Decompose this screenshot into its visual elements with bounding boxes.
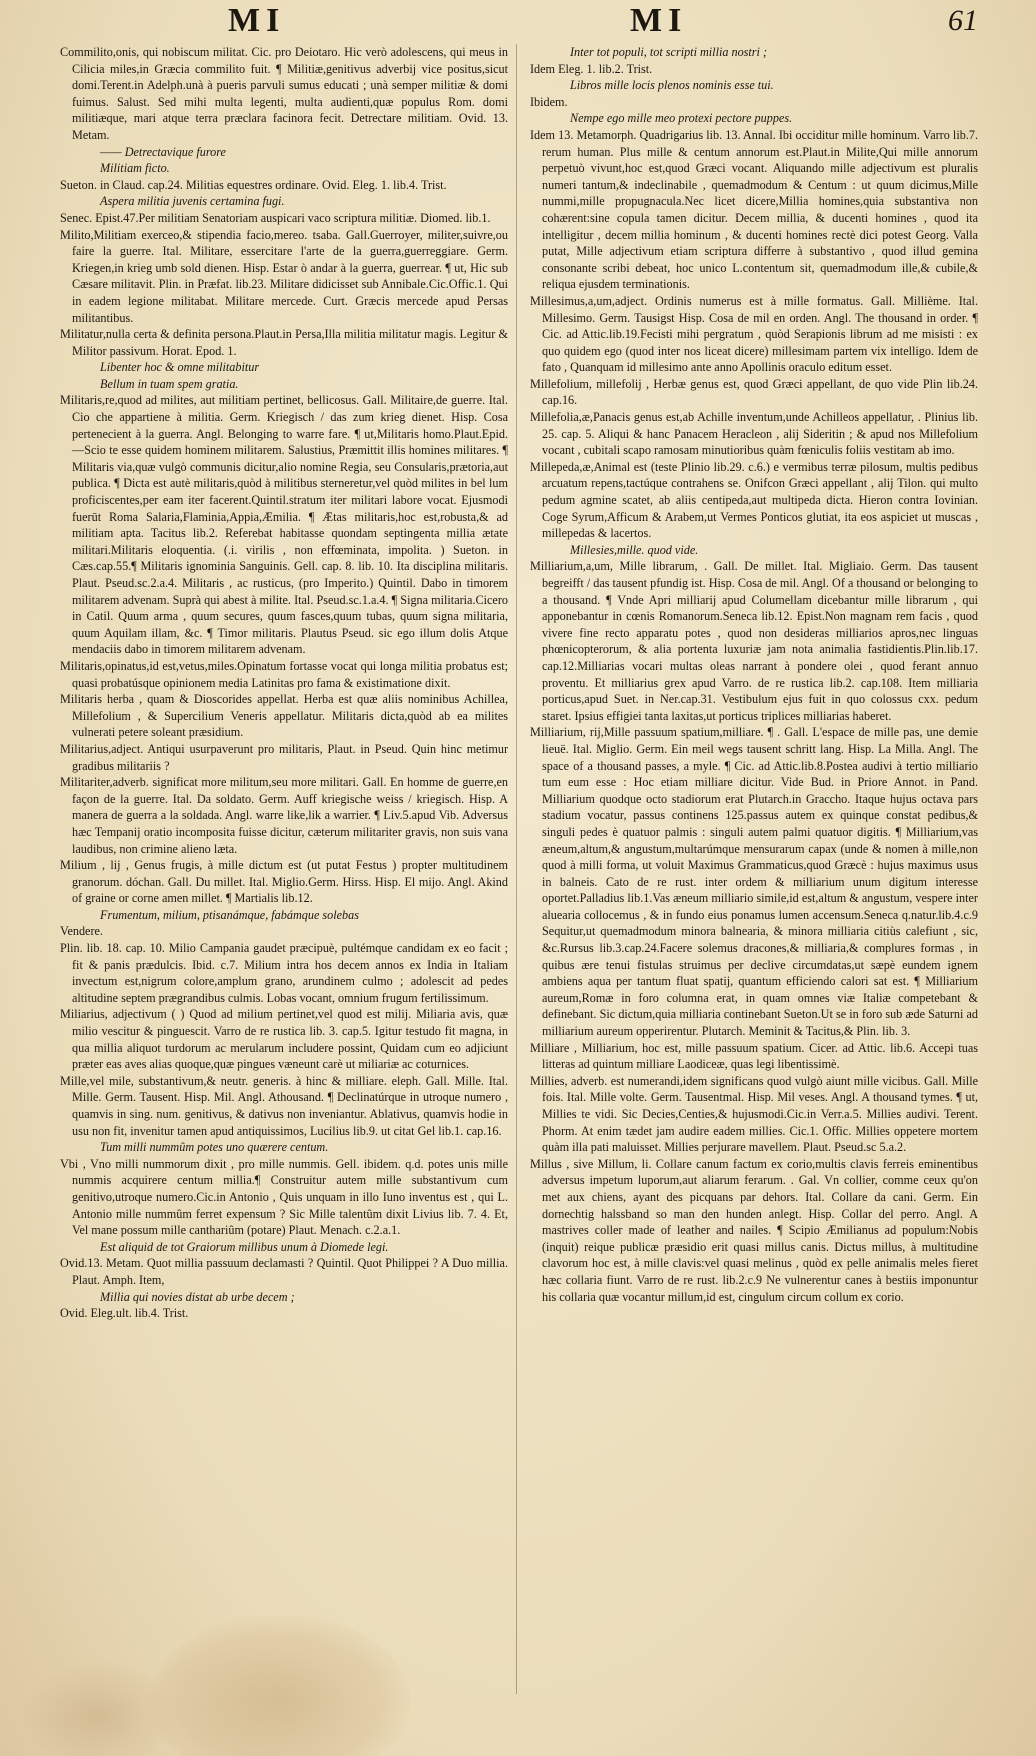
entry-paragraph: Bellum in tuam spem gratia.	[100, 376, 239, 391]
header-left-guideword: MI	[228, 2, 286, 39]
entry-paragraph: Milium , lij , Genus frugis, à mille dictum est (ut putat Festus ) propter multitudinem granorum. dóchan. Gall. Du millet. Ital. Miglio.Germ. Hirss. Hisp. El mijo. Angl. Akind of graine or corne amen millet. ¶ Martialis lib.12.	[60, 858, 508, 906]
entry-paragraph: Millefolia,æ,Panacis genus est,ab Achille inventum,unde Achilleos appellatur, . Plinius lib. 25. cap. 5. Aliqui & hanc Panacem Heracleon , alij Sideritin ; & apud nos Millefolium vocant , cubitali scapo ramosam minutioribus quàm fœniculis foliis vestitam ab imo.	[530, 410, 978, 458]
entry-paragraph: Millies, adverb. est numerandi,idem significans quod vulgò aiunt mille vicibus. Gall. Mille fois. Ital. Mille volte. Germ. Tausentmal. Hisp. Mil veses. Angl. A thousand tymes. ¶ ut, Millies te vidi. Sic Decies,Centies,& hujusmodi.Cic.in Verr.a.5. Millies audivi. Terent. Phorm. At enim tædet jam audire eadem millies. Cic.1. Offic. Millies oppetere mortem quàm illa pati maluisset. Millies perjurare mavellem. Plaut. Pseud.sc 5.a.2.	[530, 1073, 978, 1155]
entry-paragraph: Militatur,nulla certa & definita persona.Plaut.in Persa,Illa militia militatur magis. Legitur & Militor passivum. Horat. Epod. 1.	[60, 327, 508, 358]
entry-paragraph: Milliarium, rij,Mille passuum spatium,milliare. ¶ . Gall. L'espace de mille pas, une demie lieuë. Ital. Miglio. Germ. Ein meil wegs tausent schritt lang. Hisp. La Milla. Angl. The space of a thousand passes, a myle. ¶ Cic. ad Attic.lib.8.Postea audivi à tertio milliario tum eum esse : Hoc etiam milliare dicitur. Vide Bud. in Priore Annot. in Pand. Milliarium quodque octo stadiorum erat Plutarch.in Graccho. Itaque hujus octava pars stadium vocatur, passus continens 125.passus autem ex quinque constat pedibus,& singuli pedes è quatuor palmis : singuli autem palmi quatuor digitis. ¶ Milliarium,vas æneum,altum,& angustum,multarúmque mensurarum capax (unde & nomen à mille,non quod à milli forma, ut voluit Maximus Grammaticus,quod Græcè : hujus maximus usus in balneis. Cato de re rust. inter ordem & milliarium unum digitum interesse oportet.Palladius lib.1.Vas æneum milliario simile,id est,altum & angustum, vespere inter aluearia collocemus , & in fundo eius ponamus lumen accensum.Seneca q.natur.lib.4.c.9 Sequitur,ut quemadmodum minora balnearia, & minora milliaria citiùs calefiunt , sic, &c.Rursus lib.3.cap.24.Facere solemus dracones,& milliaria,& complures formas , in quibus ære tenui fistulas struimus per declive circumdatas,ut sæpè eundem ignem ambiens aqua per tantum fluat spatij, quantum efficiendo calori sat est. ¶ Milliarium aureum,Romæ in foro columna erat, in quam omnes viæ Italiæ competebant & definebant. Sic dictum,quia milliaria continebant Sueton.Ut se in foro sub æde Saturni ad milliarium aureum opperirentur. Plutarch. Meminit & Tacitus,& Plin. lib. 3.	[530, 725, 978, 1039]
entry-paragraph: Mille,vel mile, substantivum,& neutr. generis. à hinc & milliare. eleph. Gall. Mille. Ital. Mille. Germ. Tausent. Hisp. Mil. Angl. Athousand. ¶ Declinatúrque in utroque numero , quamvis in sing. num. genitivus, & dativus non inveniantur. Ablativus, quamvis hodie in usu non fit, invenitur tamen apud antiquissimos, Lucilius lib.9. ut citat Gel lib.1. cap.16.	[60, 1073, 508, 1138]
entry-paragraph: Milliare , Milliarium, hoc est, mille passuum spatium. Cicer. ad Attic. lib.6. Accepi tuas litteras ad quintum milliare Laodiceæ, quas legi libentissimè.	[530, 1040, 978, 1072]
entry-paragraph: Libros mille locis plenos nominis esse tui.	[570, 78, 774, 93]
entry-paragraph: Militariter,adverb. significat more militum,seu more militari. Gall. En homme de guerre,en façon de la guerre. Ital. Da soldato. Germ. Auff kriegische weiss / kriegisch. Hisp. A manera de guerra a la soldada. Angl. warre like,lik a warrier. ¶ Liv.5.apud Vib. Adversus hæc Tempanij oratio incomposita fuisse dicitur, cæterum militariter gravis, non suis vana laudibus, non crimine alieno læta.	[60, 775, 508, 856]
entry-paragraph: Inter tot populi, tot scripti millia nostri ;	[570, 45, 768, 59]
entry-paragraph: Militaris herba , quam & Dioscorides appellat. Herba est quæ aliis nominibus Achillea, Millefolium , & Supercilium Veneris appellatur. Militaris dicta,quòd ab ea milites vulnerati petere soleant præsidium.	[60, 692, 508, 740]
entry-paragraph: Aspera militia juvenis certamina fugi.	[100, 194, 285, 209]
entry-paragraph: Millus , sive Millum, li. Collare canum factum ex corio,multis clavis ferreis eminentibus adversus impetum luporum,aut aliarum ferarum. . Gal. Vn collier, comme ceux qu'on met aux chiens, ayant des picquans par dehors. Ital. Collare da cani. Germ. Ein dornechtig halssband so man den hunden anlegt. Hisp. Collar del perro. Angl. A mastrives coller made of leather and nailes. ¶ Scipio Æmilianus ad populum:Nobis (inquit) reique publicæ præsidio erit quasi millus canis. Dictus millus, à multitudine clavorum hoc est, à mille clavis:vel quasi melinus , quòd ex pelle animalis meles fieret hæc collaria fiunt. Varro de re rust. lib.2.c.9 Ne vulnerentur canes à bestiis imponuntur his collaria quæ vocantur millum,id est, cingulum circum collum ex corio.	[530, 1156, 978, 1304]
entry-paragraph: Militaris,opinatus,id est,vetus,miles.Opinatum fortasse vocat qui longa militia probatus est; quasi probatúsque opinionem media Latinitas pro fama & existimatione dixit.	[60, 658, 508, 690]
entry-paragraph: Milito,Militiam exerceo,& stipendia facio,mereo. tsaba. Gall.Guerroyer, militer,suivre,ou faire la guerre. Ital. Militare, essercitare l'arte de la guerra,guerreggiare. Germ. Kriegen,in krieg umb sold dienen. Hisp. Estar ò andar à la guerra, guerrear. ¶ ut, Hic sub Cæsare militavit. Plin. in Præfat. lib.23. Militare didicisset sub Annibale.Cic.Offic.1. Qui in eadem legione militabat. Militare mercede. Curt. Græcis mercede apud Persas militantibus.	[60, 227, 508, 325]
entry-paragraph: Libenter hoc & omne militabitur	[100, 360, 260, 375]
water-stain	[150, 1615, 410, 1756]
header-right-guideword: MI	[630, 2, 688, 39]
entry-paragraph: Senec. Epist.47.Per militiam Senatoriam auspicari vaco scriptura militiæ. Diomed. lib.1.	[60, 210, 491, 225]
right-column	[530, 44, 978, 1305]
entry-paragraph: Vbi , Vno milli nummorum dixit , pro mille nummis. Gell. ibidem. q.d. potes unis mille nummis acquirere centum millia.¶ Construitur autem mille substantivum cum genitivo,utroque numero.Cic.in Antonio , Quis unquam in illo Iuno inventus est , qui L. Antonio mille nummûm ferret expensum ? Sic Mille talentûm dixit Livius lib. 7. 4. Et, Vel mane possum mille canthariûm (potare) Plaut. Menach. c.2.a.1.	[60, 1156, 508, 1238]
running-header	[0, 2, 1036, 42]
entry-paragraph: Millia qui novies distat ab urbe decem ;	[100, 1289, 295, 1304]
entry-paragraph: Tum milli nummûm potes uno quærere centum.	[100, 1140, 329, 1155]
entry-paragraph: Militiam ficto.	[100, 161, 170, 176]
page-number: 61	[948, 4, 978, 37]
entry-paragraph: —— Detrectavique furore	[100, 144, 226, 159]
entry-paragraph: Ovid.13. Metam. Quot millia passuum declamasti ? Quintil. Quot Philippei ? A Duo millia. Plaut. Amph. Item,	[60, 1256, 508, 1287]
entry-paragraph: Idem Eleg. 1. lib.2. Trist.	[530, 61, 653, 76]
entry-paragraph: Idem 13. Metamorph. Quadrigarius lib. 13. Annal. Ibi occiditur mille hominum. Varro lib.7. rerum human. Plus mille & centum annorum est.Plaut.in Milite,Qui mille annorum perpetuò vivunt,hoc est,quod Græci vocant. Aliquando mille adjectivum est pluralis numeri tantum,& indeclinabile , quemadmodum & Centum : ut quum dicimus,Mille nummi,mille propugnacula.Nec licet dicere,Millia homines,quia substantiva non cohærent:sine copula tamen dicitur. Decem millia, & ducenti homines , quod ita intelligitur , decem millia hominum , & ducenti homines rectè dici potest Georg. Valla putat, Mille adjectivum etiam scriptura differre à substantivo , quod illud gemina consonante scribi debeat, hoc unico L.contentum sit, quemadmodum ille,& cubile,& reliqua ejusdem terminationis.	[530, 127, 978, 292]
entry-paragraph: Frumentum, milium, ptisanámque, fabámque solebas	[100, 907, 359, 922]
entry-paragraph: Est aliquid de tot Graiorum millibus unum à Diomede legi.	[100, 1239, 389, 1254]
entry-paragraph: Commilito,onis, qui nobiscum militat. Cic. pro Deiotaro. Hic verò adolescens, qui meus in Cilicia miles,in Græcia commilito fuit. ¶ Militiæ,genitivus adverbij vice positus,sicut domi.Terent.in Adelph.unà à pueris parvuli sumus educati ; unà semper militiæ & domi fuimus. Salust. Sed mihi multa legenti, multa audienti,quæ populus Rom. domi militiæque, mari atque terra præclara facinora fecit. Detrectare militiam. Ovid. 13. Metam.	[60, 45, 508, 142]
entry-paragraph: Vendere.	[60, 924, 103, 939]
entry-paragraph: Militarius,adject. Antiqui usurpaverunt pro militaris, Plaut. in Pseud. Quin hinc metimur gradibus militariis ?	[60, 741, 508, 773]
entry-paragraph: Ovid. Eleg.ult. lib.4. Trist.	[60, 1306, 189, 1321]
entry-paragraph: Milliarium,a,um, Mille librarum, . Gall. De millet. Ital. Migliaio. Germ. Das tausent begreifft / das tausent pfundig ist. Hisp. Cosa de mil. Angl. Of a thousand or belonging to a thousand. ¶ Vnde Apri milliarij apud Columellam dicebantur mille librarum , qui apponebantur in cœnis Romanorum.Seneca lib.12. Epist.Non magnam rem facis , quod vivere fine recto apparatu potes , quod non desideras milliarios apros,nec linguas phœnicopterorum, & alia portenta luxuriæ jam nota animalia fastidientis.Plin.lib.17. cap.12.Milliarias vocari multas oleas narrant à pondere olei , quod ferant annuo proventu. Et milliarius grex apud Varro. de re rustica lib.2. cap.108. Item milliaria porticus,apud Suet. in Ner.cap.31. Vestibulum ejus fuit in quo colossus cxx. pedum staret. Ipsius effigiei tanta laxitas,ut porticus triplices milliarias haberet.	[530, 559, 978, 723]
entry-paragraph: Militaris,re,quod ad milites, aut militiam pertinet, bellicosus. Gall. Militaire,de guerre. Ital. Cio che appartiene à militia. Germ. Kriegisch / das zum krieg dienet. Hisp. Cosa pertenecient à la guerra. Angl. Belonging to warre fare. ¶ ut,Militaris homo.Plaut.Epid. —Scio te esse quidem hominem militarem. Salustius, Præmittit illis homines militares. ¶ Militaris via,quæ vulgò communis dicitur,alio nomine Regia, seu Consularis,prætoria,aut publica. ¶ Dicta est autè militaris,quòd à militibus sterneretur,vel quòd milites in bel lum proficiscentes,per eam iter facerent.Quintil.stratum iter militari labore vocat. Ejusmodi fuerūt Roma Salaria,Flaminia,Appia,Æmilia. ¶ Ætas militaris,hoc est,robusta,& ad militiam apta. Tacitus lib.2. Referebat habitasse quondam septingenta millia ætate militari.Militaris eloquentia. (.i. virilis , non effœminata, impolita. ) Sueton. in Cæs.cap.55.¶ Militaris ignominia Sanguinis. Gell. cap. 8. lib. 10. Ita disciplina militaris. Plaut. Pseud.sc.2.a.4. Militaris , ac rusticus, (pro Imperito.) Quintil. Dabo in timorem militarem advenam. Suprà qui abest à milite. Ital. Pseud.sc.1.a.4. ¶ Signa militaria.Cicero in Catil. Quum arma , quum secures, quum fasces,quum tubas, quum signa militaria, quum Aquilam illam, &c. ¶ Timor militaris. Plautus Pseud. sic ego illum dolis Atque mendaciis dabo in timorem militarem advenam.	[60, 393, 508, 657]
entry-paragraph: Millesies,mille. quod vide.	[570, 542, 699, 557]
entry-paragraph: Miliarius, adjectivum ( ) Quod ad milium pertinet,vel quod est milij. Miliaria avis, quæ milio vescitur & pinguescit. Varro de re rustica lib. 3. cap.5. Igitur testudo fit magna, in qua millia aliquot turdorum ac merularum includere possint, Quidam cum eo adjiciunt præter eas aves alias quoque,quæ pingues væneunt carè ut miliariæ ac coturnices.	[60, 1007, 508, 1072]
left-column	[60, 44, 508, 1322]
entry-paragraph: Ibidem.	[530, 94, 568, 109]
entry-paragraph: Millefolium, millefolij , Herbæ genus est, quod Græci appellant, de quo vide Plin lib.24. cap.16.	[530, 376, 978, 408]
entry-paragraph: Plin. lib. 18. cap. 10. Milio Campania gaudet præcipuè, pultémque candidam ex eo facit ; fit & panis prædulcis. Ibid. c.7. Milium intra hos decem annos ex India in Italiam invectum est,nigrum colore,amplum grano, arundinem culmo ; adolescit ad pedes altitudine septem prægrandibus culmis. Lobas vocant, omnium frugum fertilissimum.	[60, 941, 508, 1005]
entry-paragraph: Millesimus,a,um,adject. Ordinis numerus est à mille formatus. Gall. Millième. Ital. Millesimo. Germ. Tausigst Hisp. Cosa de mil en orden. Angl. The thousand in order. ¶ Cic. ad Attic.lib.19.Fecisti mihi pergratum , quòd Serapionis librum ad me misisti : ex quo quidem ego (quod inter nos liceat dicere) millesimam partem vix intelligo. Idem de fato , Quanquam id millesimo ante anno Apollinis oraculo editum esset.	[530, 293, 978, 375]
entry-paragraph: Sueton. in Claud. cap.24. Militias equestres ordinare. Ovid. Eleg. 1. lib.4. Trist.	[60, 177, 447, 192]
entry-paragraph: Nempe ego mille meo protexi pectore puppes.	[570, 111, 793, 126]
column-divider	[516, 44, 517, 1694]
entry-paragraph: Millepeda,æ,Animal est (teste Plinio lib.29. c.6.) e vermibus terræ pilosum, multis pedibus arcuatum repens,tactúque contrahens se. Onifcon Græci appellant , alij Tilon. qui multo pedum agmine scatet, ab aliis centipeda,aut multipeda dicta. Hieron contra Iovinian. Coge Syrum,Afficum & Arabem,ut Vermes Ponticos glutiat, ita eos aspiciet ut muscas , millepedas & lacertos.	[530, 459, 978, 541]
